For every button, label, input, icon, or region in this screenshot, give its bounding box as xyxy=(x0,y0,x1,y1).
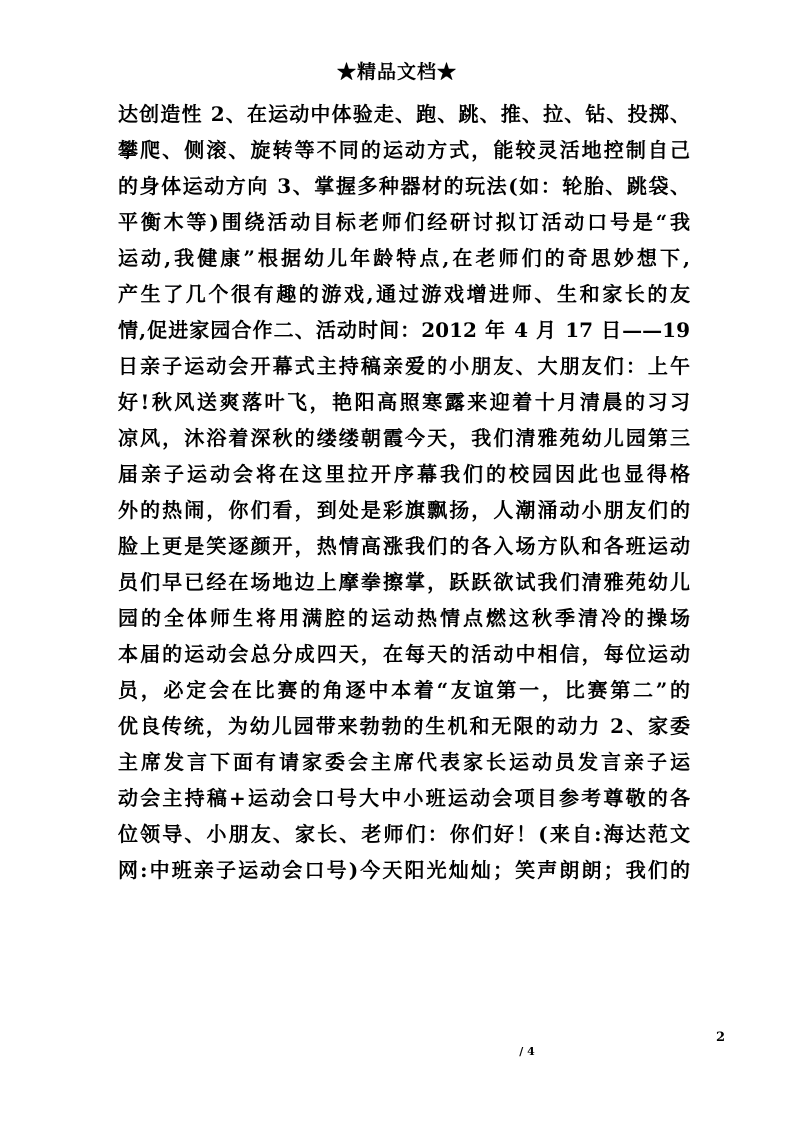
page-number: 2 xyxy=(716,1030,726,1045)
body-text xyxy=(118,96,690,888)
text-line: 运动,我健康”根据幼儿年龄特点,在老师们的奇思妙想下, xyxy=(118,246,690,270)
text-line: 的身体运动方向 3、掌握多种器材的玩法(如：轮胎、跳袋、 xyxy=(118,174,690,198)
text-line: 届亲子运动会将在这里拉开序幕我们的校园因此也显得格 xyxy=(118,462,690,486)
text-line: 网:中班亲子运动会口号)今天阳光灿灿；笑声朗朗；我们的 xyxy=(118,858,690,882)
text-line: 外的热闹，你们看，到处是彩旗飘扬，人潮涌动小朋友们的 xyxy=(118,498,690,522)
text-line: 位领导、小朋友、家长、老师们：你们好！(来自:海达范文 xyxy=(118,822,690,846)
text-line: 情,促进家园合作二、活动时间：2012 年 4 月 17 日——19 xyxy=(118,318,690,342)
text-line: 凉风，沐浴着深秋的缕缕朝霞今天，我们清雅苑幼儿园第三 xyxy=(118,426,690,450)
text-line: 员们早已经在场地边上摩拳擦掌，跃跃欲试我们清雅苑幼儿 xyxy=(118,570,690,594)
text-line: 本届的运动会总分成四天，在每天的活动中相信，每位运动 xyxy=(118,642,690,666)
text-line: 员，必定会在比赛的角逐中本着“友谊第一，比赛第二”的 xyxy=(118,678,690,702)
text-line: 日亲子运动会开幕式主持稿亲爱的小朋友、大朋友们：上午 xyxy=(118,354,690,378)
text-line: 好!秋风送爽落叶飞，艳阳高照寒露来迎着十月清晨的习习 xyxy=(118,390,690,414)
page-total xyxy=(0,1045,794,1059)
text-line: 达创造性 2、在运动中体验走、跑、跳、推、拉、钻、投掷、 xyxy=(118,102,690,126)
text-line: 攀爬、侧滚、旋转等不同的运动方式，能较灵活地控制自己 xyxy=(118,138,690,162)
text-line: 平衡木等)围绕活动目标老师们经研讨拟订活动口号是“我 xyxy=(118,210,690,234)
text-line: 脸上更是笑逐颜开，热情高涨我们的各入场方队和各班运动 xyxy=(118,534,690,558)
page-total-label: / 4 xyxy=(519,1045,535,1058)
text-line: 主席发言下面有请家委会主席代表家长运动员发言亲子运 xyxy=(118,750,690,774)
page-header-title: ★精品文档★ xyxy=(336,61,457,83)
text-line: 园的全体师生将用满腔的运动热情点燃这秋季清冷的操场 xyxy=(118,606,690,630)
text-line: 产生了几个很有趣的游戏,通过游戏增进师、生和家长的友 xyxy=(118,282,690,306)
text-line: 优良传统，为幼儿园带来勃勃的生机和无限的动力 2、家委 xyxy=(118,714,690,738)
text-line: 动会主持稿+运动会口号大中小班运动会项目参考尊敬的各 xyxy=(118,786,690,810)
